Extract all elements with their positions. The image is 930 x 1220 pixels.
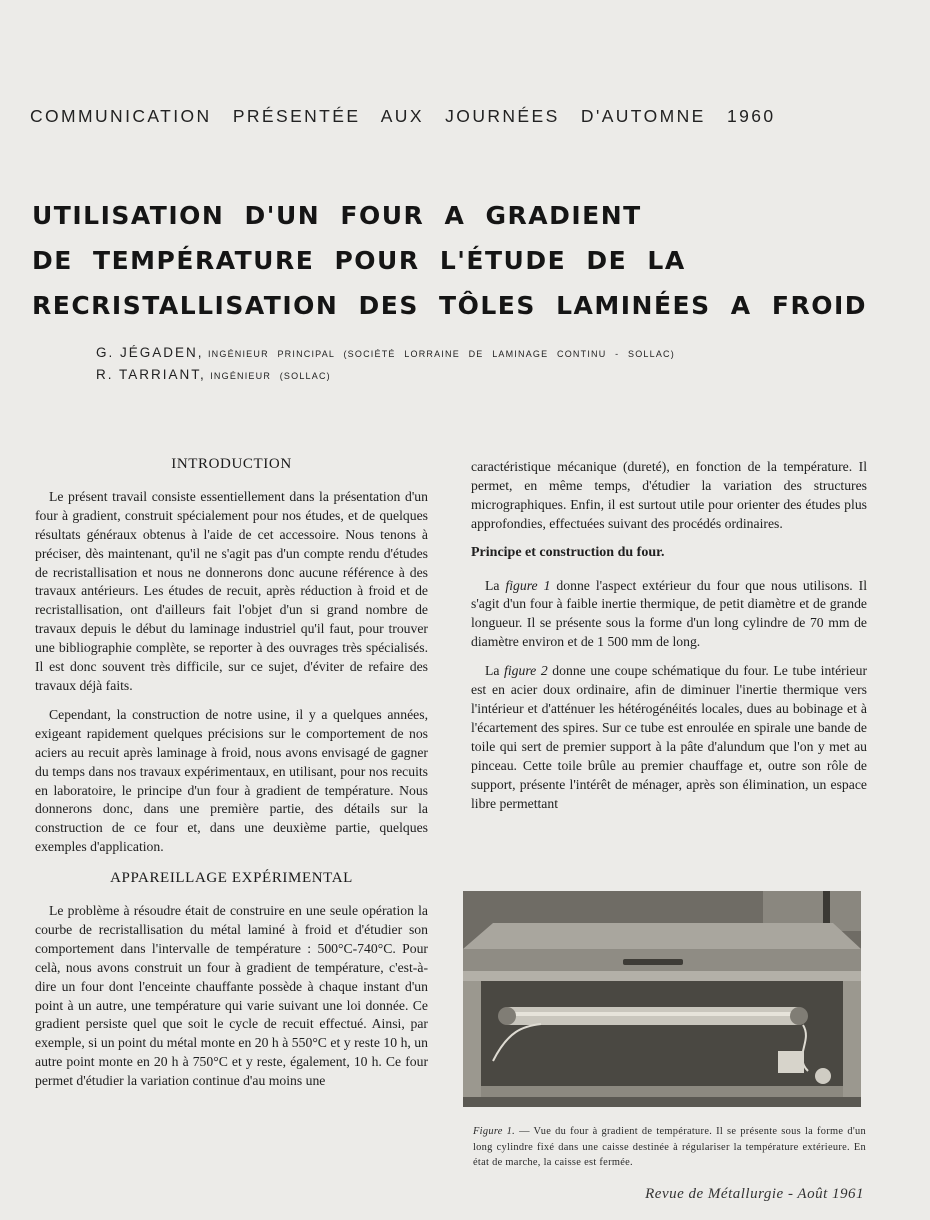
continuation-paragraph: caractéristique mécanique (dureté), en fonction de la température. Il permet, en même temps, d'étudier la variation des structures micrographiques. Enfin, il est surtout utile pour orienter des études plus approfondies, effectuées suivant des procédés ordinaires. — [471, 459, 867, 531]
right-column — [471, 458, 867, 823]
intro-paragraph-2: Cependant, la construction de notre usine, il y a quelques années, exigeant rapidement quelques précisions sur le comportement de nos aciers au recuit après laminage à froid, nous avons envisagé de gagner du temps dans nos travaux expérimentaux, en utilisant, pour nos recuits en laboratoire, le principe d'un four à gradient de température. Nous donnerons donc, dans une première partie, des détails sur la construction de ce four et, dans une deuxième partie, quelques exemples d'application. — [35, 706, 428, 855]
author-list — [96, 344, 675, 388]
figure-reference: figure 1 — [505, 577, 551, 593]
text-run: La — [485, 663, 505, 679]
section-heading-appareillage: APPAREILLAGE EXPÉRIMENTAL — [110, 870, 353, 887]
principe-paragraph-2 — [471, 662, 867, 813]
journal-footer: Revue de Métallurgie - Août 1961 — [645, 1186, 864, 1202]
appareillage-paragraph-1: Le problème à résoudre était de construire en une seule opération la courbe de recristallisation du métal laminé à froid et d'étudier son comportement dans l'intervalle de température : 500°C-740°C. Pour celà, nous avons construit un four à gradient de température, c'est-à-dire un four dont l'enceinte chauffante possède à chaque instant d'un point à un autre, une température qui varie suivant une loi donnée. Ce gradient persiste quel que soit le cycle de recuit effectué. Ainsi, par exemple, si un point du métal monte en 20 h à 550°C et y reste 10 h, un autre point monte en 20 h à 750°C et y reste, également, 10 h. Ce four permet d'étudier la variation continue d'au moins une — [35, 903, 428, 1089]
furnace-photo-drawing — [463, 891, 861, 1107]
principe-paragraph-1 — [471, 577, 867, 653]
left-column — [35, 455, 428, 1101]
section-heading-introduction: INTRODUCTION — [171, 456, 292, 472]
title-line-3: RECRISTALLISATION DES TÔLES LAMINÉES A FROID — [32, 291, 867, 320]
subsection-heading-principe: Principe et construction du four. — [471, 544, 665, 560]
article-title — [32, 193, 892, 328]
text-run: donne l'aspect extérieur du four que nous utilisons. Il s'agit d'un four à faible inertie thermique, de petit diamètre et de grande longueur. Il se présente sous la forme d'un long cylindre de 70 mm de diamètre environ et de 1 500 mm de long. — [471, 577, 868, 650]
caption-label: Figure 1. — [473, 1126, 516, 1137]
text-run: donne une coupe schématique du four. Le tube intérieur est en acier doux ordinaire, afin de diminuer l'inertie thermique vers l'intérieur et d'atténuer les hétérogénéités locales, dues au bobinage et à l'écartement des spires. Sur ce tube est enroulée en spirale une bande de toile qui sert de premier support à la pâte d'alundum que l'on y met au pinceau. Cette toile brûle au premier chauffage et, outre son rôle de support, présente l'intérêt de ménager, après son élimination, un espace libre permettant — [471, 663, 867, 811]
figure-caption — [473, 1124, 866, 1171]
author-entry — [96, 366, 675, 388]
caption-text: — Vue du four à gradient de température. Il se présente sous la forme d'un long cylindre fixé dans une caisse destinée à régulariser la température extérieure. En état de marche, la caisse est fermée. — [473, 1126, 866, 1168]
author-entry — [96, 344, 675, 366]
communication-kicker: COMMUNICATION PRÉSENTÉE AUX JOURNÉES D'AUTOMNE 1960 — [30, 106, 776, 126]
author-name: G. JÉGADEN, — [96, 345, 204, 360]
title-line-2: DE TEMPÉRATURE POUR L'ÉTUDE DE LA — [32, 246, 686, 275]
author-role: INGÉNIEUR (SOLLAC) — [210, 371, 331, 381]
text-run: La — [485, 577, 506, 593]
furnace-photo — [463, 891, 861, 1107]
title-line-1: UTILISATION D'UN FOUR A GRADIENT — [32, 201, 642, 230]
author-name: R. TARRIANT, — [96, 367, 206, 382]
intro-paragraph-1: Le présent travail consiste essentiellement dans la présentation d'un four à gradient, construit spécialement pour nos études, et de quelques résultats généraux obtenus à l'aide de cet accessoire. Nous tenons à préciser, dès maintenant, qu'il ne s'agit pas d'un compte rendu d'études de recristallisation et nous ne donnerons donc aucune référence à des travaux antérieurs. Les études de recuit, après réduction à froid et de recristallisation, ont d'ailleurs fait l'objet d'un si grand nombre de travaux depuis le début du laminage industriel qu'il faut, pour trouver une bibliographie complète, se reporter à des ouvrages très spécialisés. Il est donc souvent très difficile, sur ce sujet, d'éviter de refaire des travaux déjà faits. — [35, 488, 428, 693]
figure-reference: figure 2 — [504, 663, 548, 679]
author-role: INGÉNIEUR PRINCIPAL (SOCIÉTÉ LORRAINE DE LAMINAGE CONTINU - SOLLAC) — [207, 349, 675, 359]
